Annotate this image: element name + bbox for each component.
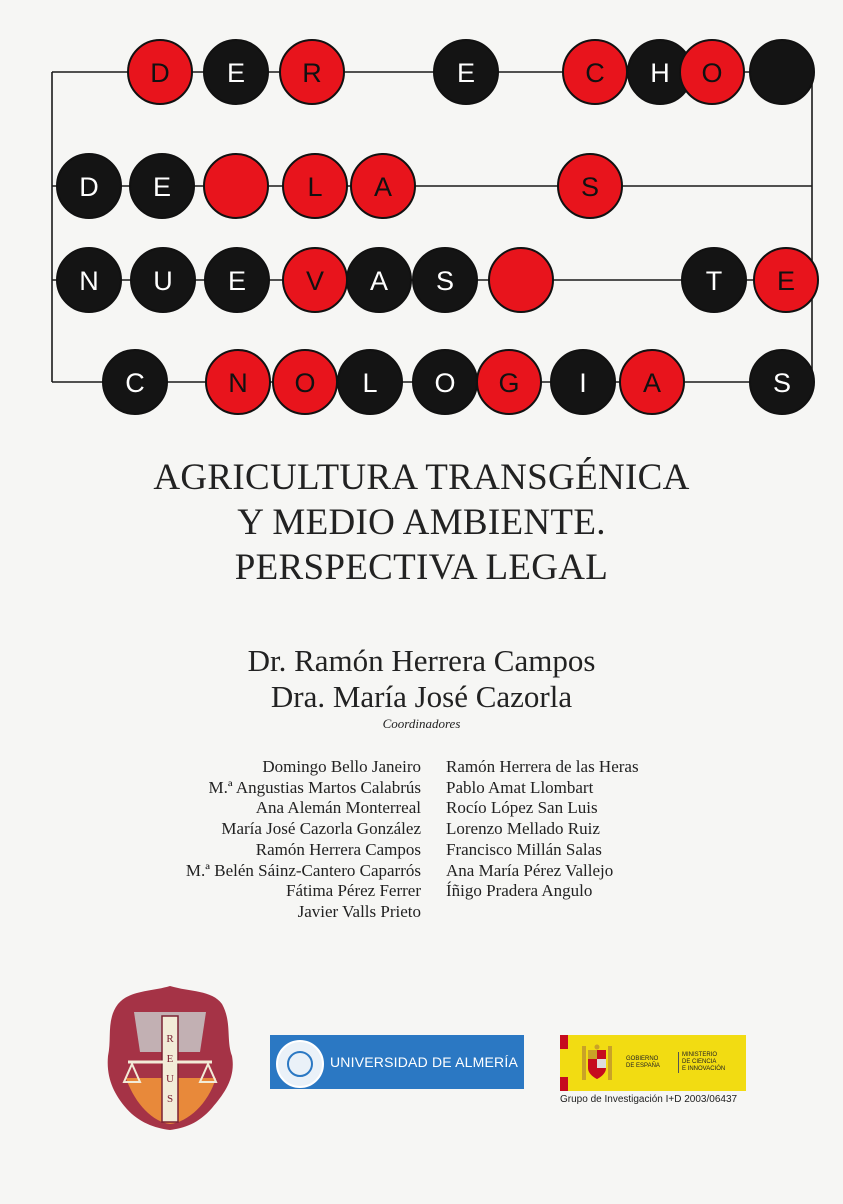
reus-crest-logo [104,982,236,1132]
author-name: Ana Alemán Monterreal [255,798,421,818]
abacus-bead-letter: L [307,172,323,202]
university-seal-icon [276,1040,324,1088]
gobierno-espana-logo [560,1035,746,1091]
abacus-bead-letter: E [227,266,247,296]
coat-of-arms-icon [580,1044,614,1082]
book-title-line-2: Y MEDIO AMBIENTE. [237,502,606,543]
coordinator-name-2: Dra. María José Cazorla [270,679,573,714]
svg-text:S: S [166,1093,174,1105]
svg-text:R: R [166,1033,174,1045]
abacus-bead-letter: U [153,266,173,296]
abacus-bead-letter: E [456,58,476,88]
abacus-bead-letter: C [125,368,145,398]
abacus-bead-letter: N [79,266,99,296]
author-name: Fátima Pérez Ferrer [286,881,421,901]
author-name: Francisco Millán Salas [446,839,602,859]
author-name: Javier Valls Prieto [297,901,421,921]
svg-text:U: U [166,1073,174,1085]
coordinators-role-label: Coordinadores [382,716,461,731]
abacus-bead-letter: R [302,58,322,88]
author-name: Domingo Bello Janeiro [262,757,421,776]
abacus-bead [750,40,814,104]
abacus-bead-letter: H [650,58,670,88]
author-name: Ramón Herrera de las Heras [446,757,639,776]
abacus-bead-letter: E [152,172,172,202]
abacus-bead-letter: A [369,266,389,296]
abacus-bead-letter: D [79,172,99,202]
coordinator-name-1: Dr. Ramón Herrera Campos [247,643,596,678]
abacus-bead-letter: V [305,266,325,296]
ministerio-text: MINISTERIO DE CIENCIA E INNOVACIÓN [678,1052,725,1073]
abacus-bead-letter: D [150,58,170,88]
research-group-caption: Grupo de Investigación I+D 2003/06437 [560,1094,738,1105]
book-title-line-1: AGRICULTURA TRANSGÉNICA [153,457,690,498]
authors-left-column [186,757,421,923]
abacus-bead-letter: C [585,58,605,88]
abacus-bead-letter: N [228,368,248,398]
author-name: Pablo Amat Llombart [446,777,594,797]
abacus-bead-letter: O [294,368,316,398]
universidad-almeria-logo [270,1035,524,1089]
abacus-bead-letter: S [772,368,792,398]
svg-text:E: E [166,1053,174,1065]
abacus-bead-letter: T [705,266,723,296]
collection-abacus-graphic [0,0,843,420]
author-name: María José Cazorla González [221,819,421,839]
abacus-bead-letter: A [642,368,662,398]
abacus-bead [204,154,268,218]
book-title-line-3: PERSPECTIVA LEGAL [234,547,609,588]
author-name: Ramón Herrera Campos [255,839,421,859]
abacus-bead-letter: G [498,368,520,398]
spain-flag-icon [560,1035,568,1091]
abacus-bead-letter: S [580,172,600,202]
abacus-bead-letter: E [776,266,796,296]
abacus-bead-letter: I [579,368,587,398]
author-name: Lorenzo Mellado Ruiz [446,819,600,839]
gobierno-text: GOBIERNO DE ESPAÑA [626,1056,660,1069]
abacus-bead-letter: S [435,266,455,296]
abacus-bead-letter: E [226,58,246,88]
abacus-bead [489,248,553,312]
author-name: M.ª Belén Sáinz-Cantero Caparrós [185,860,421,880]
abacus-bead-letter: L [362,368,378,398]
abacus-bead-letter: A [373,172,393,202]
author-name: M.ª Angustias Martos Calabrús [208,777,421,797]
author-name: Íñigo Pradera Angulo [446,881,593,901]
author-name: Ana María Pérez Vallejo [446,860,614,880]
abacus-bead-letter: O [434,368,456,398]
university-name: UNIVERSIDAD DE ALMERÍA [330,1054,518,1070]
authors-right-column [446,757,639,902]
abacus-bead-letter: O [701,58,723,88]
author-name: Rocío López San Luis [446,798,598,818]
